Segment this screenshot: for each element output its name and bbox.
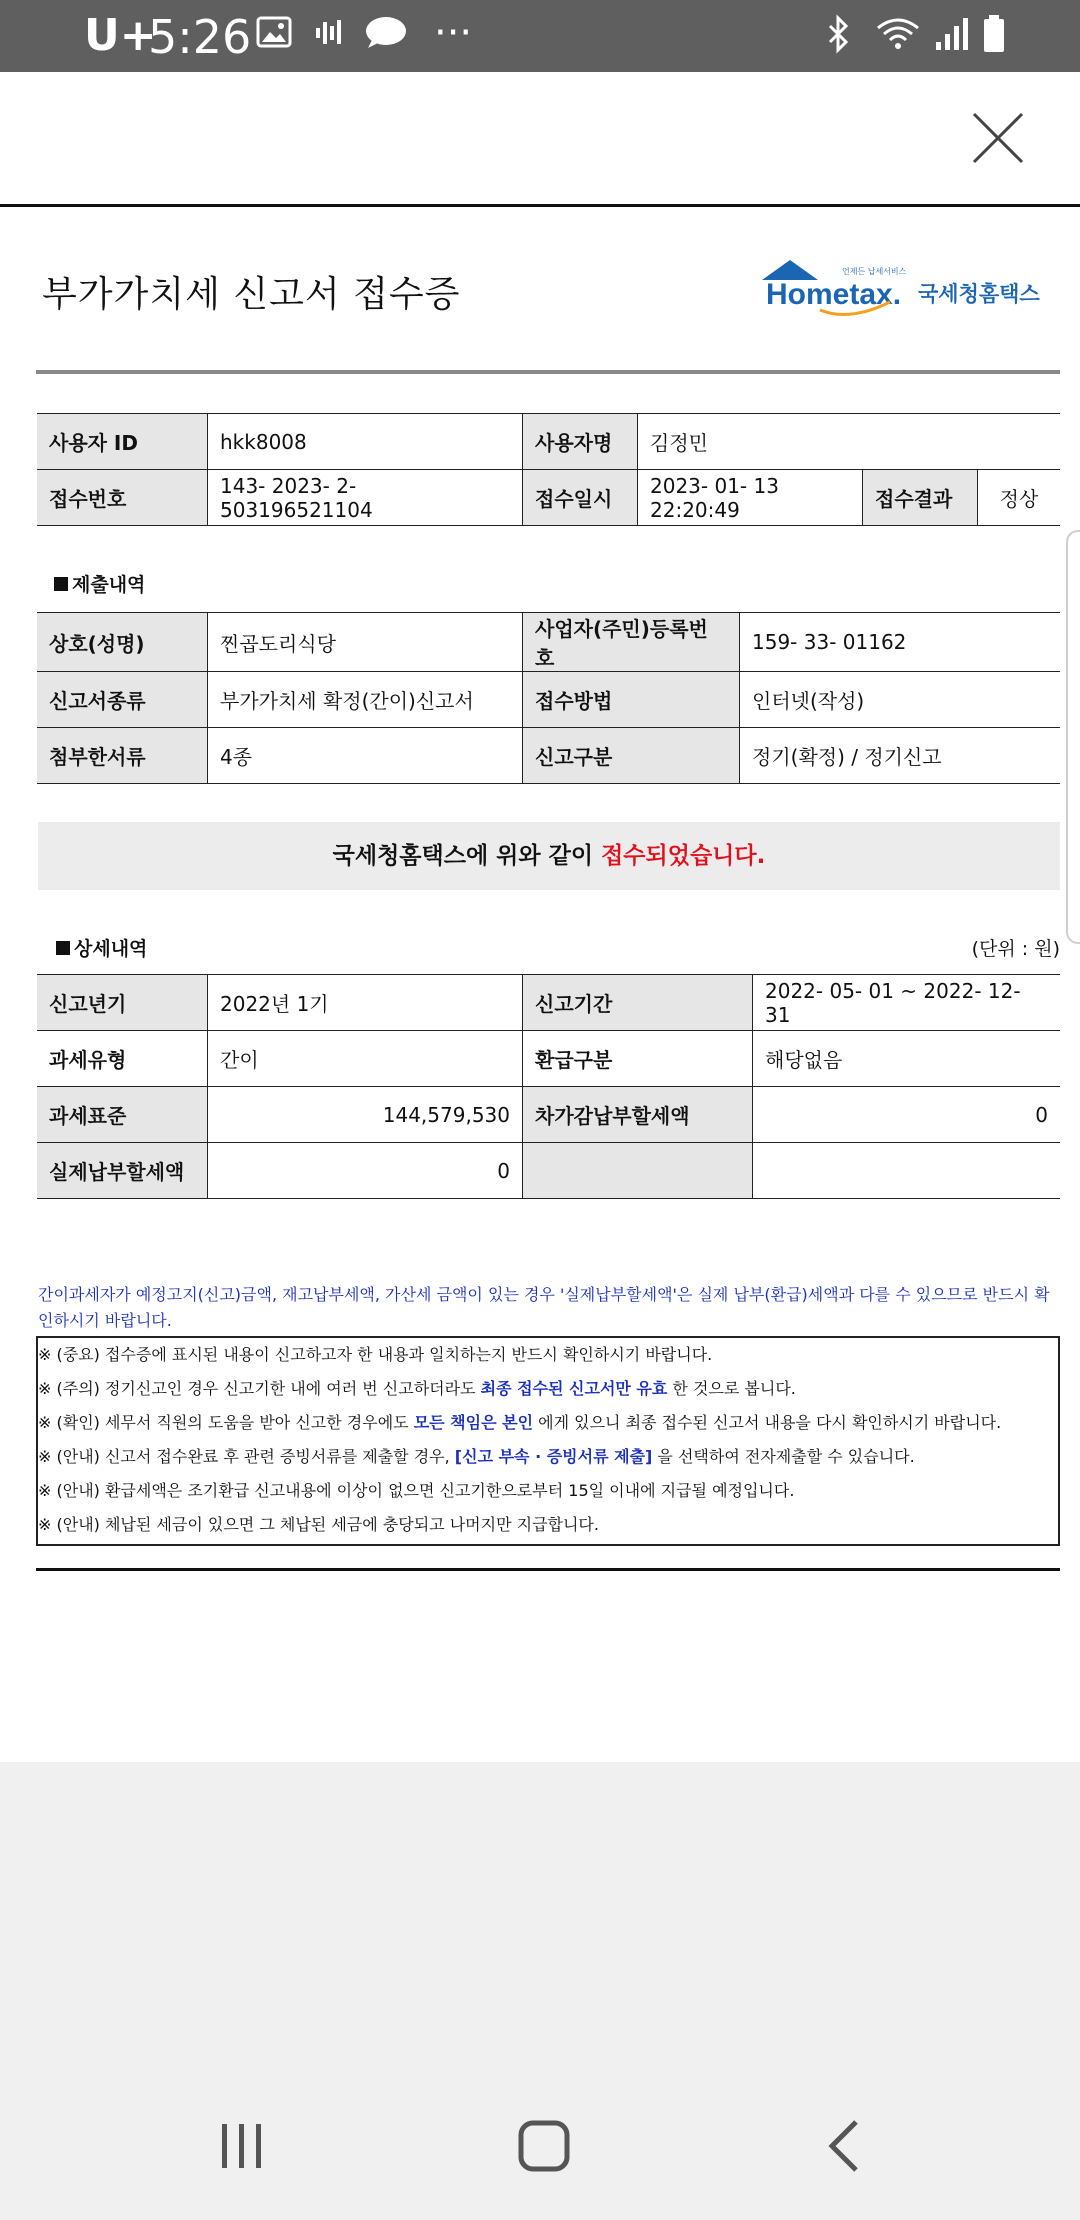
notice-2-tail: 한 것으로 봅니다. <box>667 1379 796 1398</box>
hometax-logo <box>760 258 1040 328</box>
business-name-label: 상호(성명) <box>37 613 208 672</box>
report-type-value: 부가가치세 확정(간이)신고서 <box>208 672 523 728</box>
web-view <box>0 72 1080 1762</box>
home-button[interactable] <box>514 2116 574 2176</box>
details-heading <box>56 934 147 961</box>
close-icon[interactable] <box>970 110 1026 166</box>
refund-label: 환급구분 <box>523 1031 753 1087</box>
unit-label: (단위 : 원) <box>971 938 1060 960</box>
attachments-value: 4종 <box>208 728 523 784</box>
notice-box <box>36 1336 1060 1546</box>
notice-2-text: ※ (주의) 정기신고인 경우 신고기한 내에 여러 번 신고하더라도 <box>38 1379 481 1398</box>
recent-apps-button[interactable] <box>212 2116 272 2176</box>
period-value: 2022년 1기 <box>208 975 523 1031</box>
table-row <box>37 1087 1060 1143</box>
business-name-value: 찐곱도리식당 <box>208 613 523 672</box>
modal-header <box>0 72 1080 207</box>
notice-3 <box>38 1406 1001 1440</box>
actual-tax-value: 0 <box>208 1143 523 1199</box>
receipt-result-value: 정상 <box>978 470 1061 526</box>
method-value: 인터넷(작성) <box>740 672 1061 728</box>
table-row <box>37 414 1060 470</box>
user-name-value: 김정민 <box>638 414 1061 470</box>
chat-bubble-icon <box>364 14 408 50</box>
notice-2 <box>38 1372 796 1406</box>
table-row <box>37 672 1060 728</box>
term-label: 신고기간 <box>523 975 753 1031</box>
receipt-no-value: 143- 2023- 2- 503196521104 <box>208 470 523 526</box>
term-value: 2022- 05- 01 ~ 2022- 12- 31 <box>753 975 1061 1031</box>
receipt-date-value: 2023- 01- 13 22:20:49 <box>638 470 863 526</box>
carrier-label: U+ <box>84 10 157 61</box>
notice-2-highlight: 최종 접수된 신고서만 유효 <box>480 1379 668 1398</box>
category-value: 정기(확정) / 정기신고 <box>740 728 1061 784</box>
user-name-label: 사용자명 <box>523 414 638 470</box>
page-title: 부가가치세 신고서 접수증 <box>42 274 461 315</box>
edge-panel-handle[interactable] <box>1066 530 1080 944</box>
simplified-taxpayer-note: 간이과세자가 예정고지(신고)금액, 재고납부세액, 가산세 금액이 있는 경우 '실제납부할세액'은 실제 납부(환급)세액과 다를 수 있으므로 반드시 확인하시기 바랍니다. <box>38 1285 1050 1330</box>
actual-tax-label: 실제납부할세액 <box>37 1143 208 1199</box>
gallery-icon <box>256 14 292 50</box>
receipt-no-label: 접수번호 <box>37 470 208 526</box>
notice-4 <box>38 1440 915 1474</box>
table-row <box>37 1031 1060 1087</box>
attachments-label: 첨부한서류 <box>37 728 208 784</box>
empty-label-cell <box>523 1143 753 1199</box>
logo-korean-text: 국세청홈택스 <box>918 282 1040 306</box>
title-divider <box>36 370 1060 374</box>
notice-6: ※ (안내) 체납된 세금이 있으면 그 체납된 세금에 충당되고 나머지만 지급합니다. <box>38 1515 599 1534</box>
table-row <box>37 1143 1060 1199</box>
details-heading-label: 상세내역 <box>74 938 148 960</box>
signal-icon <box>932 14 972 54</box>
category-label: 신고구분 <box>523 728 740 784</box>
empty-value-cell <box>753 1143 1061 1199</box>
user-info-table <box>37 413 1060 526</box>
notice-4-highlight: [신고 부속 · 증빙서류 제출] <box>454 1447 653 1466</box>
table-row <box>37 975 1060 1031</box>
report-type-label: 신고서종류 <box>37 672 208 728</box>
notice-4-tail: 을 선택하여 전자제출할 수 있습니다. <box>652 1447 915 1466</box>
tax-base-label: 과세표준 <box>37 1087 208 1143</box>
table-row <box>37 728 1060 784</box>
method-label: 접수방법 <box>523 672 740 728</box>
tax-type-value: 간이 <box>208 1031 523 1087</box>
notice-3-text: ※ (확인) 세무서 직원의 도움을 받아 신고한 경우에도 <box>38 1413 414 1432</box>
logo-tagline: 언제든 납세서비스 <box>842 267 907 276</box>
status-bar <box>0 0 1080 72</box>
period-label: 신고년기 <box>37 975 208 1031</box>
banner-prefix: 국세청홈택스에 위와 같이 <box>332 843 594 869</box>
banner-highlight: 접수되었습니다. <box>601 843 766 869</box>
notice-5: ※ (안내) 환급세액은 조기환급 신고내용에 이상이 없으면 신고기한으로부터 15일 이내에 지급될 예정입니다. <box>38 1481 795 1500</box>
logo-text: Hometax. <box>766 278 902 311</box>
net-tax-label: 차가감납부할세액 <box>523 1087 753 1143</box>
notice-1: ※ (중요) 접수증에 표시된 내용이 신고하고자 한 내용과 일치하는지 반드시 확인하시기 바랍니다. <box>38 1345 713 1364</box>
notice-3-tail: 에게 있으니 최종 접수된 신고서 내용을 다시 확인하시기 바랍니다. <box>533 1413 1002 1432</box>
receipt-result-label: 접수결과 <box>863 470 978 526</box>
refund-value: 해당없음 <box>753 1031 1061 1087</box>
table-row <box>37 470 1060 526</box>
net-tax-value: 0 <box>753 1087 1061 1143</box>
notice-3-highlight: 모든 책임은 본인 <box>413 1413 534 1432</box>
more-notifications-icon: ··· <box>434 10 473 56</box>
navigation-bar <box>0 2072 1080 2220</box>
submission-heading <box>54 570 145 597</box>
clock: 5:26 <box>148 10 252 64</box>
tax-type-label: 과세유형 <box>37 1031 208 1087</box>
submission-heading-label: 제출내역 <box>72 574 146 596</box>
tax-base-value: 144,579,530 <box>208 1087 523 1143</box>
receipt-date-label: 접수일시 <box>523 470 638 526</box>
bluetooth-icon <box>824 14 854 54</box>
bottom-divider <box>36 1568 1060 1571</box>
reg-no-value: 159- 33- 01162 <box>740 613 1061 672</box>
confirmation-banner <box>38 822 1060 890</box>
details-table <box>37 974 1060 1199</box>
submission-table <box>37 612 1060 784</box>
voice-recorder-icon <box>312 14 348 50</box>
wifi-icon <box>874 14 922 54</box>
table-row <box>37 613 1060 672</box>
notice-4-text: ※ (안내) 신고서 접수완료 후 관련 증빙서류를 제출할 경우, <box>38 1447 455 1466</box>
user-id-label: 사용자 ID <box>37 414 208 470</box>
battery-icon <box>982 14 1006 54</box>
reg-no-label: 사업자(주민)등록번호 <box>523 613 740 672</box>
back-button[interactable] <box>816 2116 876 2176</box>
user-id-value: hkk8008 <box>208 414 523 470</box>
